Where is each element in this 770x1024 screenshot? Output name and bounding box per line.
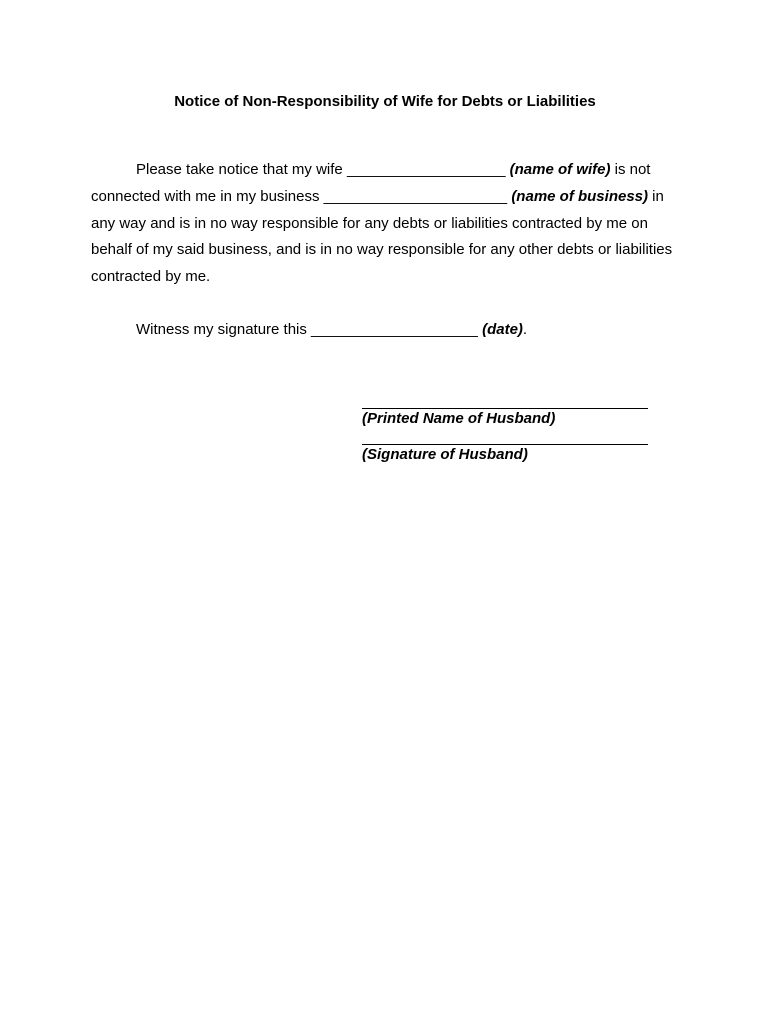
paragraph-line-4: behalf of my said business, and is in no way responsible for any other debts or liabilities: [91, 241, 673, 258]
witness-period: .: [522, 321, 528, 338]
paragraph-line-2: [91, 188, 664, 206]
signature-label: (Signature of Husband): [362, 446, 528, 463]
name-of-business-label: (name of business): [511, 188, 649, 205]
printed-name-label: (Printed Name of Husband): [362, 410, 556, 427]
printed-name-rule: [362, 408, 648, 409]
name-of-wife-label: (name of wife): [509, 161, 611, 178]
paragraph-text: connected with me in my business ______________________: [91, 188, 512, 205]
paragraph-line-1: [136, 161, 650, 179]
witness-text: Witness my signature this ____________________: [136, 321, 483, 338]
paragraph-text: Please take notice that my wife ___________________: [136, 161, 510, 178]
paragraph-text: is not: [610, 161, 651, 178]
witness-line: [136, 321, 527, 339]
signature-rule: [362, 444, 648, 445]
paragraph-text: in: [648, 188, 664, 205]
document-title: Notice of Non-Responsibility of Wife for Debts or Liabilities: [174, 93, 596, 110]
date-label: (date): [482, 321, 523, 338]
paragraph-line-5: contracted by me.: [91, 268, 211, 285]
paragraph-line-3: any way and is in no way responsible for any debts or liabilities contracted by me on: [91, 215, 648, 232]
